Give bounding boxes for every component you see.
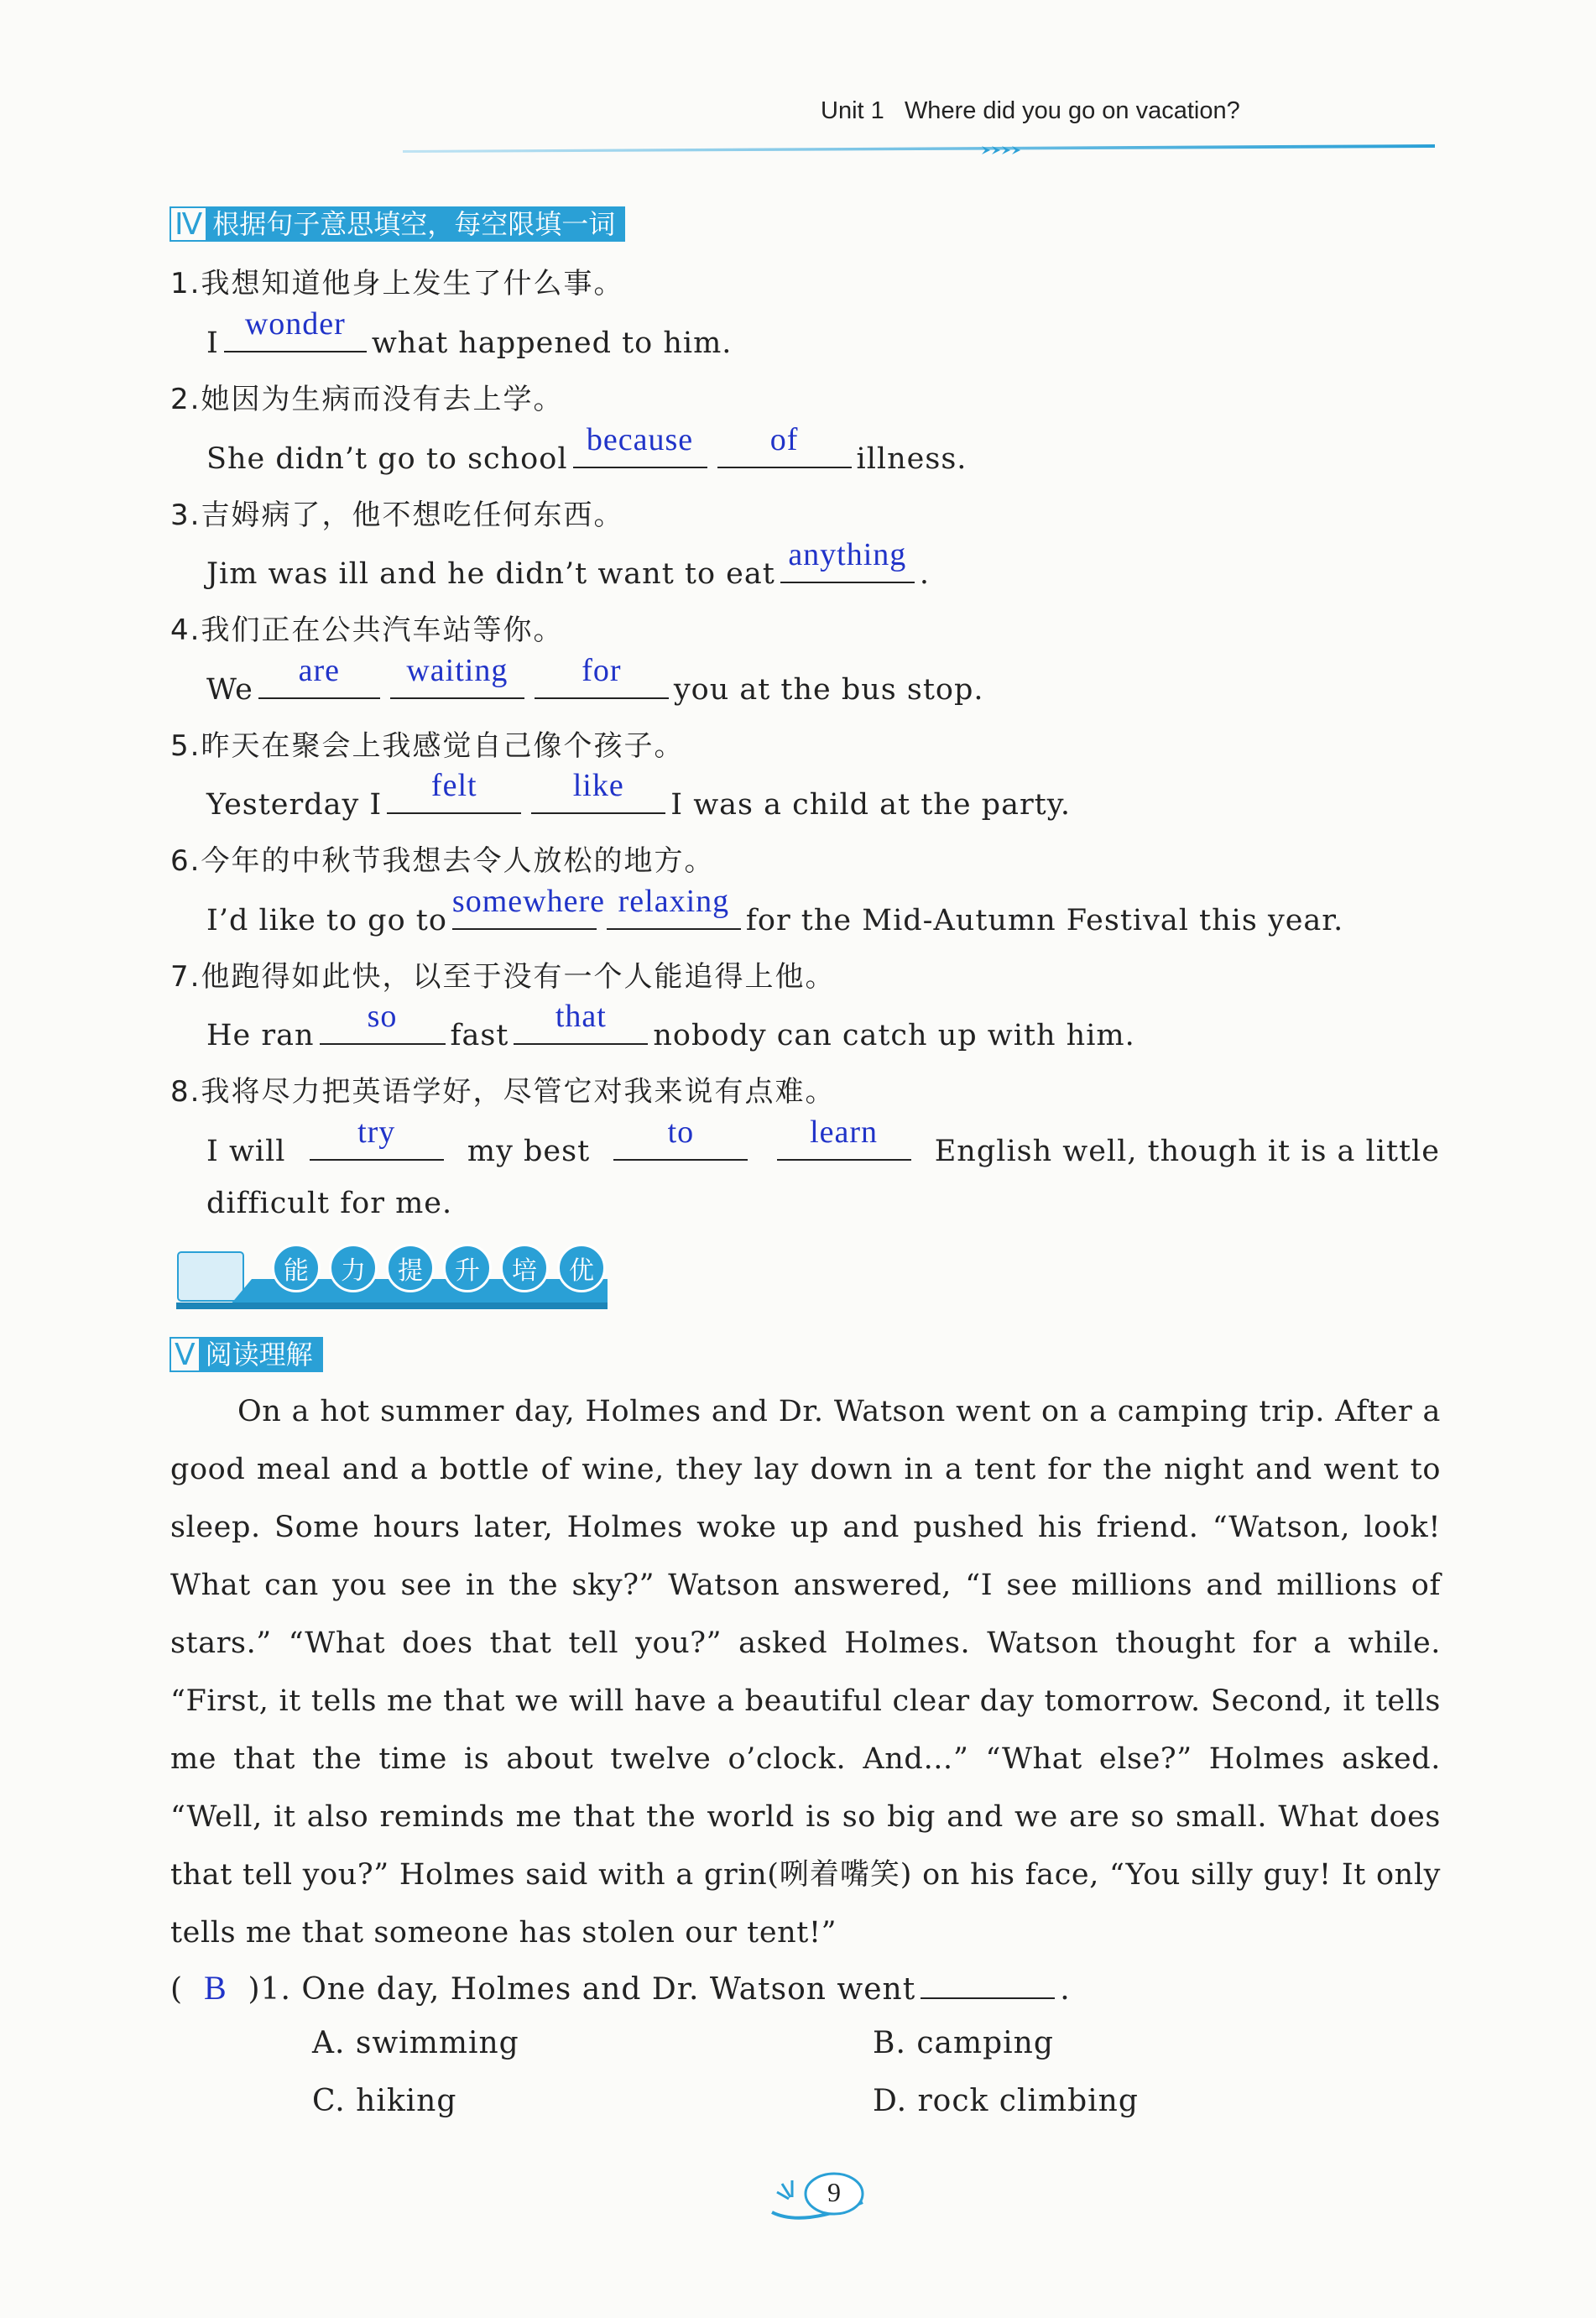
- section-4-tag: [170, 206, 625, 243]
- question-6-sentence: I’d like to go to somewhere relaxing for the Mid-Autumn Festival this year.: [206, 884, 1344, 937]
- answer-blank: [613, 1115, 748, 1161]
- banner-char: 升: [443, 1244, 492, 1292]
- banner-char: 能: [272, 1244, 321, 1292]
- answer-blank: [514, 999, 648, 1045]
- section-5-tag: [170, 1336, 323, 1373]
- answer-blank: [717, 422, 852, 468]
- answer-blank: [531, 768, 665, 814]
- answer-text: like: [572, 768, 624, 803]
- answer-text: learn: [810, 1115, 879, 1150]
- answer-blank: [535, 653, 669, 699]
- section-5-label: 阅读理解: [199, 1337, 323, 1372]
- answer-blank: [258, 653, 380, 699]
- reading-passage: [170, 1383, 1441, 1962]
- question-answer: B: [203, 1969, 227, 2007]
- unit-title: Where did you go on vacation?: [904, 97, 1240, 124]
- answer-text: try: [357, 1115, 396, 1150]
- answer-blank: [310, 1115, 444, 1161]
- answer-text: waiting: [406, 653, 509, 688]
- answer-blank: [607, 884, 741, 930]
- answer-blank: [780, 537, 915, 583]
- answer-text: wonder: [244, 306, 346, 342]
- reading-question-1: ( B )1. One day, Holmes and Dr. Watson went .: [170, 1969, 1071, 2007]
- unit-label: Unit 1: [821, 97, 884, 124]
- question-blank: [921, 1972, 1055, 1999]
- question-4-sentence: We are waiting for you at the bus stop.: [206, 653, 984, 707]
- answer-text: somewhere: [451, 884, 605, 919]
- answer-blank: [390, 653, 524, 699]
- answer-text: to: [667, 1115, 695, 1150]
- section-5-number: Ⅴ: [170, 1337, 199, 1372]
- answer-text: for: [582, 653, 622, 688]
- banner-char: 培: [500, 1244, 549, 1292]
- answer-text: of: [769, 422, 799, 457]
- answer-blank: [224, 306, 367, 352]
- section-4-label: 根据句子意思填空，每空限填一词: [206, 206, 625, 242]
- question-7-chinese: 7.他跑得如此快，以至于没有一个人能追得上他。: [170, 960, 836, 994]
- answer-text: anything: [788, 537, 907, 572]
- question-2-sentence: She didn’t go to school because of illness.: [206, 422, 968, 476]
- answer-text: so: [367, 999, 398, 1034]
- answer-blank: [573, 422, 707, 468]
- page-number: 9: [827, 2177, 841, 2207]
- option-d: D. rock climbing: [873, 2084, 1139, 2118]
- answer-text: are: [298, 653, 341, 688]
- question-4-chinese: 4.我们正在公共汽车站等你。: [170, 613, 564, 647]
- question-7-sentence: He ran so fast that nobody can catch up with him.: [206, 999, 1135, 1052]
- question-5-chinese: 5.昨天在聚会上我感觉自己像个孩子。: [170, 729, 685, 763]
- passage-text: On a hot summer day, Holmes and Dr. Watson went on a camping trip. After a good meal and a bottle of wine, they lay down in a tent for the night and went to sleep. Some hours later, Holmes woke up and pushed his friend. “Watson, look! What can you see in the sky?” Watson answered, “I see millions and millions of stars.” “What does that tell you?” asked Holmes. Watson thought for a while. “First, it tells me that we will have a beautiful clear day tomorrow. Second, it tells me that the time is about twelve o’clock. And…” “What else?” Holmes asked. “Well, it also reminds me that the world is so big and we are so small. What does that tell you?” Holmes said with a grin(咧着嘴笑) on his face, “You silly guy! It only tells me that someone has stolen our tent!”: [170, 1395, 1441, 1950]
- question-1-sentence: I wonder what happened to him.: [206, 306, 733, 360]
- question-3-sentence: Jim was ill and he didn’t want to eat anything .: [206, 537, 930, 591]
- option-a: A. swimming: [312, 2026, 519, 2060]
- banner-char: 优: [557, 1244, 606, 1292]
- page-number-badge: [769, 2169, 868, 2227]
- banner-chars: [272, 1244, 606, 1292]
- answer-text: relaxing: [618, 884, 730, 919]
- question-3-chinese: 3.吉姆病了，他不想吃任何东西。: [170, 499, 624, 532]
- section-4-number: Ⅳ: [170, 206, 206, 242]
- answer-text: because: [586, 422, 694, 457]
- question-8-chinese: 8.我将尽力把英语学好，尽管它对我来说有点难。: [170, 1075, 836, 1109]
- answer-blank: [320, 999, 446, 1045]
- section-banner: [176, 1240, 608, 1311]
- question-8-continuation: difficult for me.: [206, 1187, 453, 1220]
- banner-char: 提: [386, 1244, 435, 1292]
- question-6-chinese: 6.今年的中秋节我想去令人放松的地方。: [170, 844, 715, 878]
- answer-blank: [387, 768, 521, 814]
- answer-blank: [777, 1115, 911, 1161]
- header-rule: [403, 144, 1435, 156]
- question-5-sentence: Yesterday I felt like I was a child at the party.: [206, 768, 1071, 822]
- option-c: C. hiking: [312, 2084, 457, 2118]
- option-b: B. camping: [873, 2026, 1054, 2060]
- running-header: [821, 97, 1240, 125]
- question-2-chinese: 2.她因为生病而没有去上学。: [170, 383, 564, 416]
- answer-text: that: [555, 999, 607, 1034]
- answer-blank: [451, 884, 605, 930]
- question-8-sentence: I will try my best to learn English well, though it is a little: [206, 1115, 1440, 1168]
- answer-text: felt: [430, 768, 477, 803]
- question-1-chinese: 1.我想知道他身上发生了什么事。: [170, 267, 624, 300]
- banner-char: 力: [329, 1244, 378, 1292]
